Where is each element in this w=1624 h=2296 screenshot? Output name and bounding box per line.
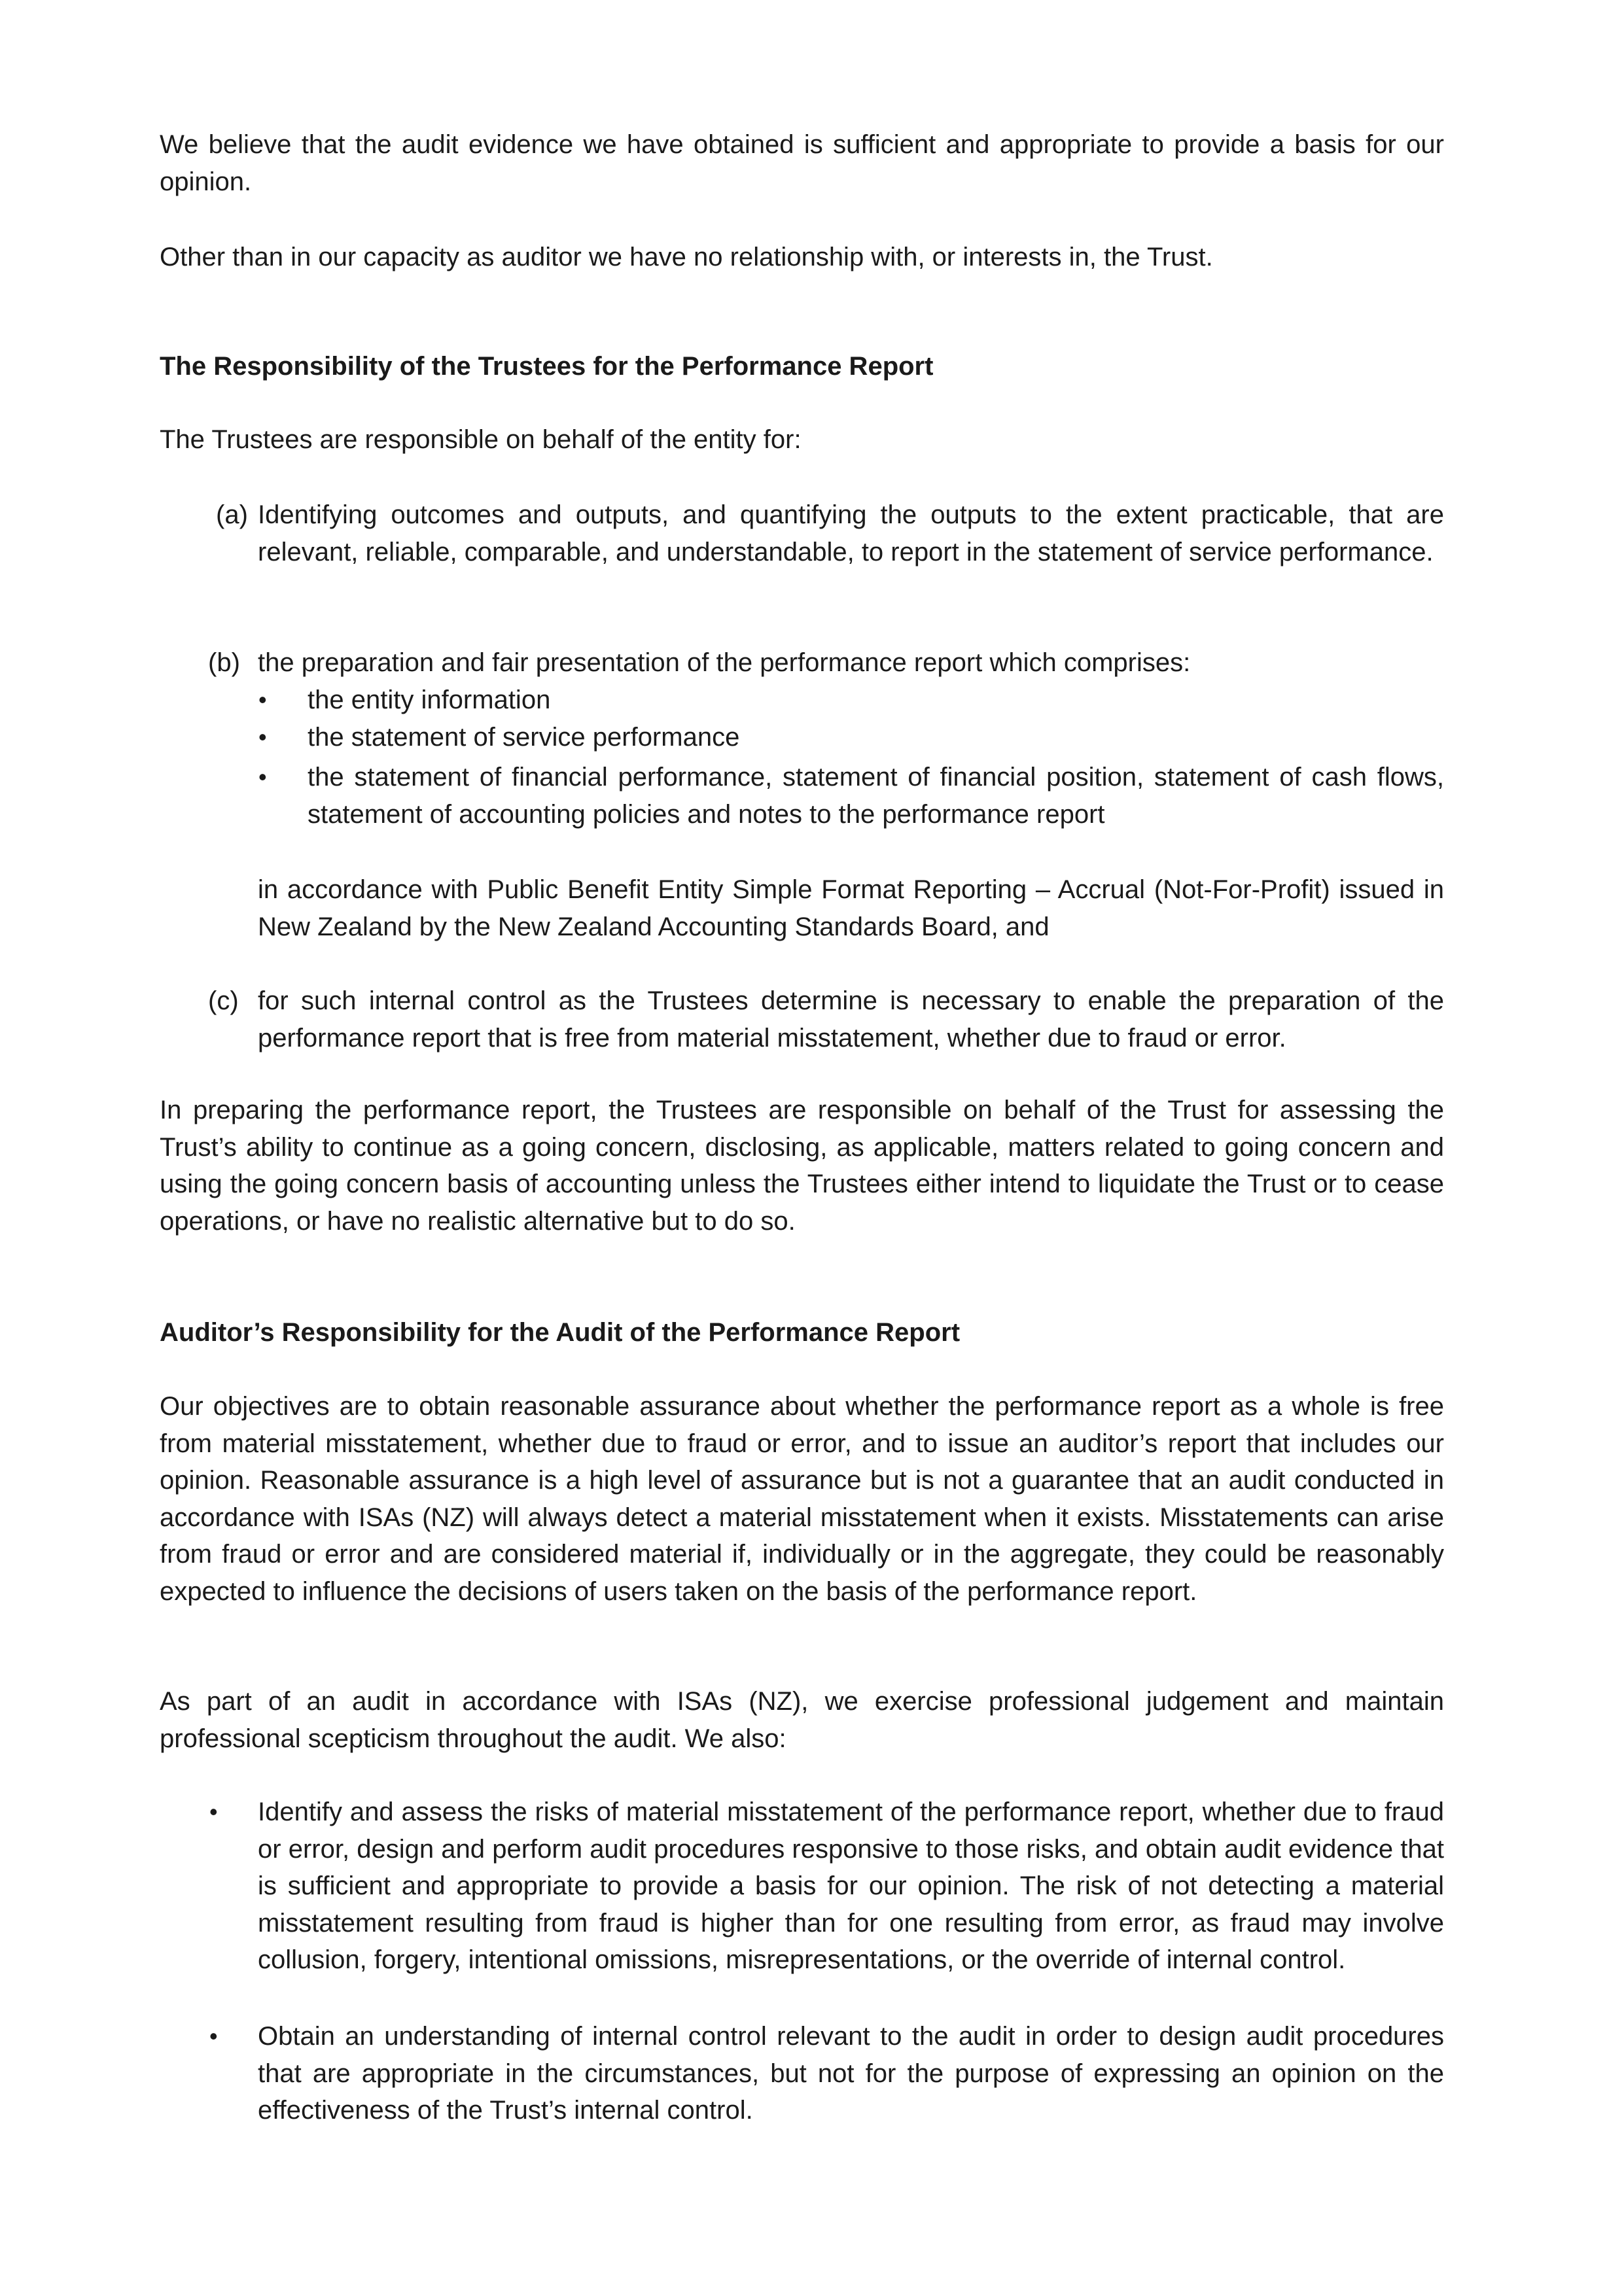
item-b-bullet: the statement of financial performance, statement of financial position, statement of cash flows, statement of accounting policies and notes to the performance report xyxy=(308,763,1444,829)
item-c-label: (c) xyxy=(208,986,239,1015)
bullet-icon: • xyxy=(209,1798,218,1825)
item-b-text: the preparation and fair presentation of the performance report which comprises: xyxy=(258,648,1191,677)
item-b-label: (b) xyxy=(208,648,240,677)
audit-bullet: Obtain an understanding of internal control relevant to the audit in order to design audit procedures that are appropriate in the circumstances, but not for the purpose of expressing an opinion on the effectiveness of the Trust’s internal control. xyxy=(258,2022,1444,2125)
bullet-icon: • xyxy=(258,723,267,750)
paragraph-as-part: As part of an audit in accordance with ISAs (NZ), we exercise professional judgement and maintain professional scepticism throughout the audit. We also: xyxy=(160,1687,1444,1753)
item-b-bullet: the statement of service performance xyxy=(308,723,740,752)
paragraph-trustees-intro: The Trustees are responsible on behalf of the entity for: xyxy=(160,425,802,454)
paragraph-evidence: We believe that the audit evidence we have obtained is sufficient and appropriate to provide a basis for our opinion. xyxy=(160,130,1444,196)
item-a-text: Identifying outcomes and outputs, and quantifying the outputs to the extent practicable, that are relevant, reliable, comparable, and understandable, to report in the statement of service performance. xyxy=(258,500,1444,566)
bullet-icon: • xyxy=(258,686,267,713)
bullet-icon: • xyxy=(209,2023,218,2049)
item-b-tail: in accordance with Public Benefit Entity Simple Format Reporting – Accrual (Not-For-Profit) issued in New Zealand by the New Zealand Accounting Standards Board, and xyxy=(258,875,1444,941)
item-c-text: for such internal control as the Trustees determine is necessary to enable the preparation of the performance report that is free from material misstatement, whether due to fraud or error. xyxy=(258,986,1444,1052)
paragraph-objectives: Our objectives are to obtain reasonable assurance about whether the performance report as a whole is free from material misstatement, whether due to fraud or error, and to issue an auditor’s report that includes our opinion. Reasonable assurance is a high level of assurance but is not a guarantee that an audit conducted in accordance with ISAs (NZ) will always detect a material misstatement when it exists. Misstatements can arise from fraud or error and are considered material if, individually or in the aggregate, they could be reasonably expected to influence the decisions of users taken on the basis of the performance report. xyxy=(160,1392,1444,1606)
item-b-bullet: the entity information xyxy=(308,686,551,714)
heading-auditor-responsibility: Auditor’s Responsibility for the Audit of the Performance Report xyxy=(160,1318,961,1347)
paragraph-going-concern: In preparing the performance report, the Trustees are responsible on behalf of the Trust for assessing the Trust’s ability to continue as a going concern, disclosing, as applicable, matters related to going concern and using the going concern basis of accounting unless the Trustees either intend to liquidate the Trust or to cease operations, or have no realistic alternative but to do so. xyxy=(160,1096,1444,1236)
audit-bullet: Identify and assess the risks of material misstatement of the performance report, whether due to fraud or error, design and perform audit procedures responsive to those risks, and obtain audit evidence that is sufficient and appropriate to provide a basis for our opinion. The risk of not detecting a material misstatement resulting from fraud is higher than for one resulting from error, as fraud may involve collusion, forgery, intentional omissions, misrepresentations, or the override of internal control. xyxy=(258,1798,1444,1974)
item-a-label: (a) xyxy=(216,500,248,529)
heading-trustees-responsibility: The Responsibility of the Trustees for the Performance Report xyxy=(160,352,934,381)
paragraph-relationship: Other than in our capacity as auditor we have no relationship with, or interests in, the Trust. xyxy=(160,243,1213,271)
bullet-icon: • xyxy=(258,763,267,790)
